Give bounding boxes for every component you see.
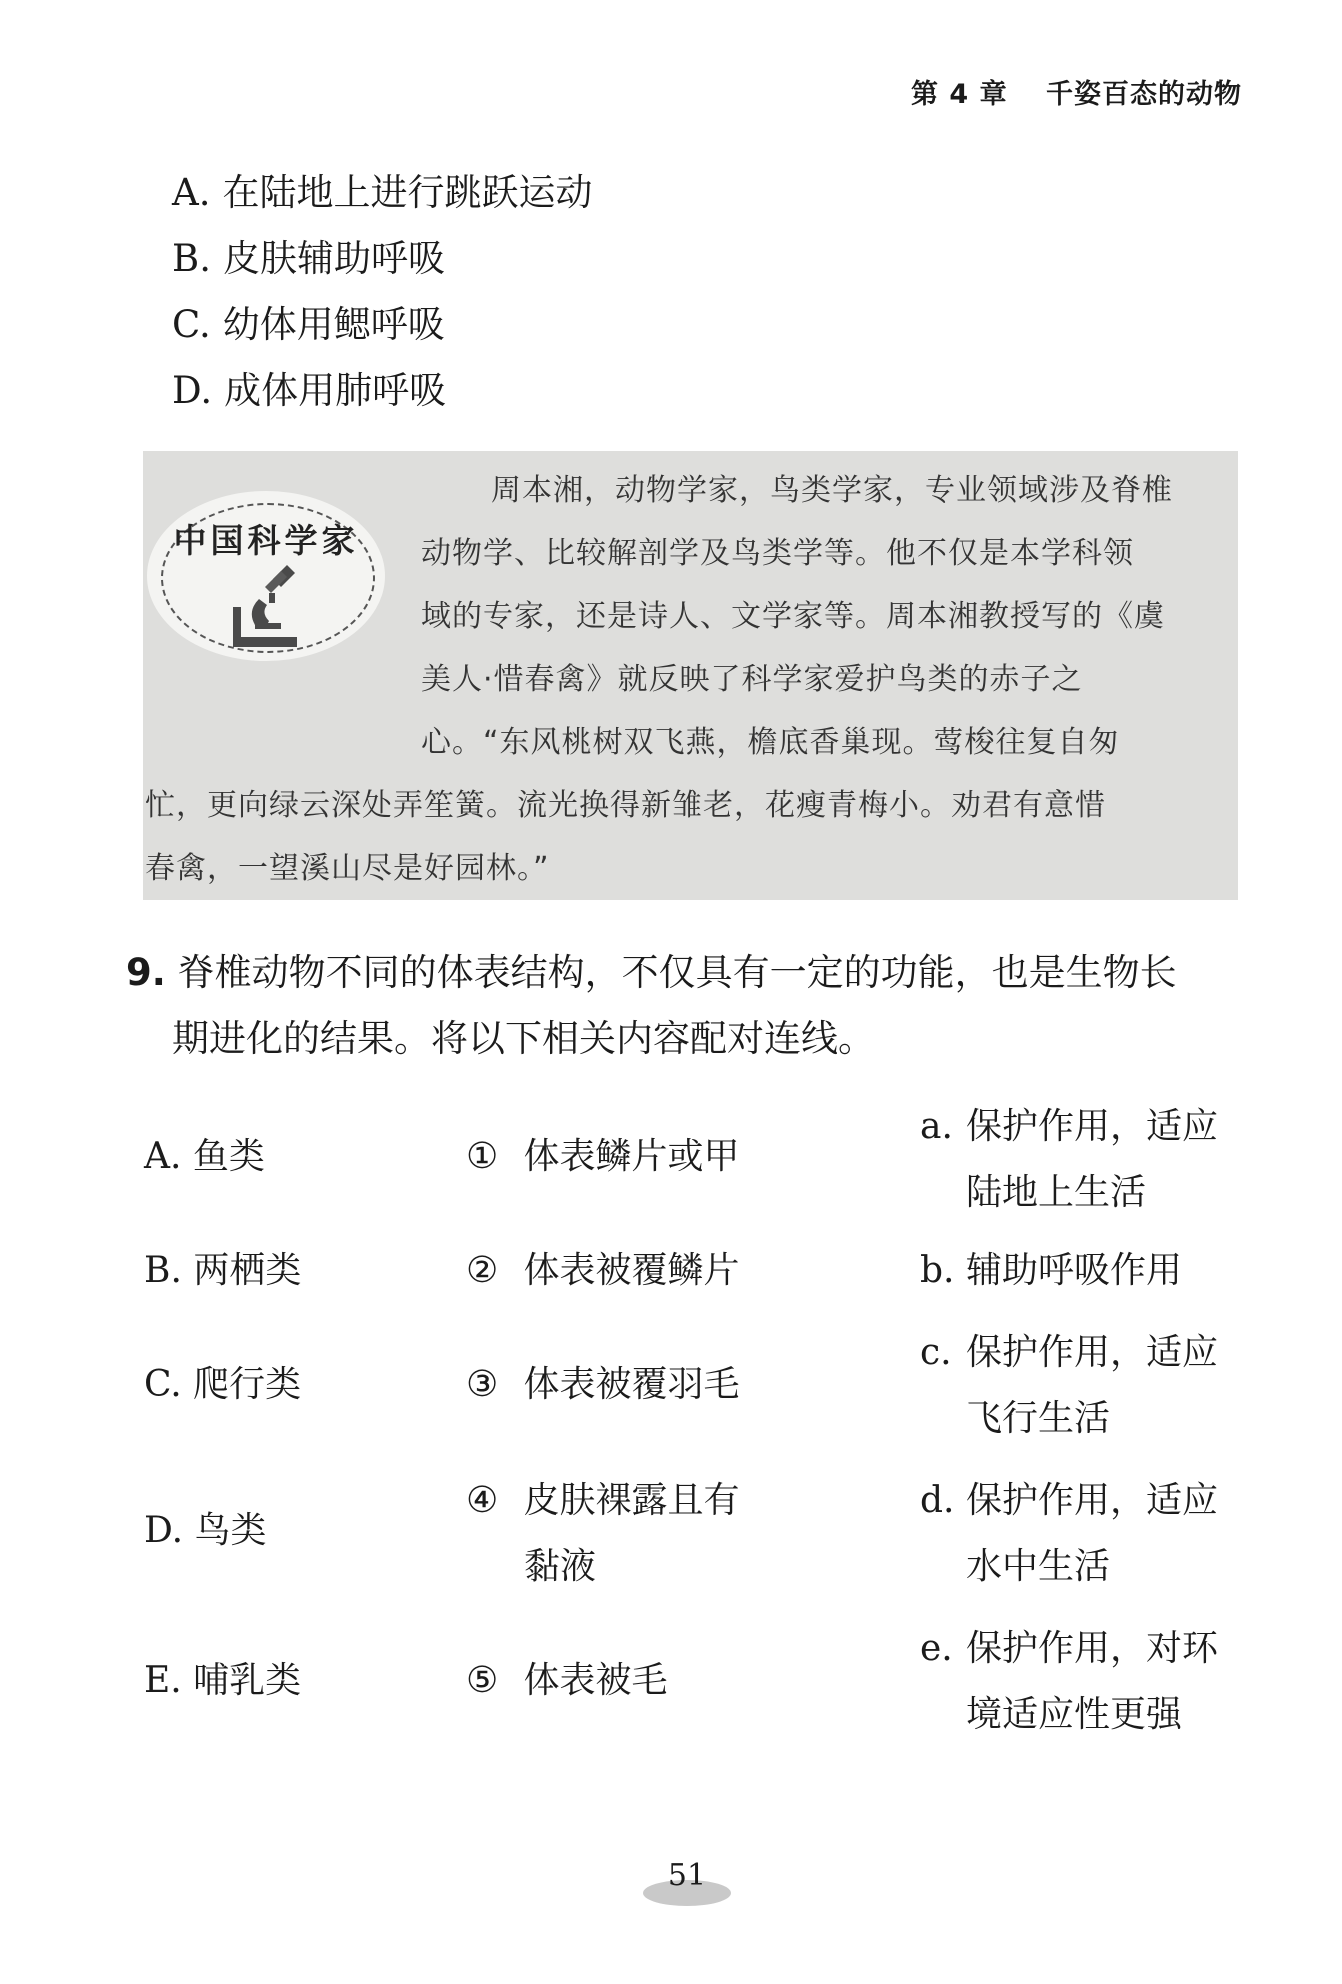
question-text-line1: 脊椎动物不同的体表结构，不仅具有一定的功能，也是生物长 (177, 951, 1177, 994)
function-item: d. 保护作用，适应 水中生活 (920, 1480, 1219, 1587)
feature-item: ④ 皮肤裸露且有 黏液 (466, 1480, 740, 1587)
animal-item: E. 哺乳类 (144, 1660, 302, 1701)
question-9 (126, 940, 1246, 1072)
page-number: 51 (667, 1858, 707, 1893)
feature-item: ⑤ 体表被毛 (466, 1660, 668, 1701)
scientist-badge (147, 491, 385, 661)
function-item: a. 保护作用，适应 陆地上生活 (920, 1106, 1219, 1213)
text-line: 美人·惜春禽》就反映了科学家爱护鸟类的赤子之 (421, 662, 1083, 697)
chapter-title: 千姿百态的动物 (1046, 79, 1242, 110)
scientist-info-box (143, 451, 1238, 900)
text-line: 动物学、比较解剖学及鸟类学等。他不仅是本学科领 (421, 536, 1134, 571)
option-c: C. 幼体用鳃呼吸 (172, 303, 445, 346)
question-text-line2: 期进化的结果。将以下相关内容配对连线。 (172, 1017, 875, 1060)
option-a: A. 在陆地上进行跳跃运动 (172, 171, 593, 214)
function-item: b. 辅助呼吸作用 (920, 1250, 1183, 1291)
feature-item: ③ 体表被覆羽毛 (466, 1364, 740, 1405)
text-line: 忙，更向绿云深处弄笙簧。流光换得新雏老，花瘦青梅小。劝君有意惜 (145, 788, 1106, 823)
badge-title: 中国科学家 (173, 521, 359, 560)
text-line: 春禽，一望溪山尽是好园林。” (145, 851, 550, 886)
feature-item: ② 体表被覆鳞片 (466, 1250, 740, 1291)
animal-item: B. 两栖类 (144, 1250, 302, 1291)
page-header (911, 72, 1242, 111)
answer-options (172, 160, 592, 424)
text-line: 周本湘，动物学家，鸟类学家，专业领域涉及脊椎 (491, 473, 1173, 508)
question-number: 9. (126, 951, 166, 994)
chapter-number: 第 4 章 (911, 79, 1008, 110)
animal-item: C. 爬行类 (144, 1364, 302, 1405)
scientist-text-full (145, 774, 1235, 900)
text-line: 心。“东风桃树双飞燕，檐底香巢现。莺梭往复自匆 (421, 725, 1120, 760)
function-item: c. 保护作用，适应 飞行生活 (920, 1332, 1219, 1439)
text-line: 域的专家，还是诗人、文学家等。周本湘教授写的《虞 (421, 599, 1165, 634)
option-d: D. 成体用肺呼吸 (172, 369, 447, 412)
function-item: e. 保护作用，对环 境适应性更强 (920, 1628, 1219, 1735)
feature-item: ① 体表鳞片或甲 (466, 1136, 740, 1177)
animal-item: D. 鸟类 (144, 1510, 267, 1551)
animal-item: A. 鱼类 (144, 1136, 265, 1177)
microscope-icon (225, 559, 315, 651)
scientist-text-indented (421, 459, 1221, 774)
option-b: B. 皮肤辅助呼吸 (172, 237, 445, 280)
